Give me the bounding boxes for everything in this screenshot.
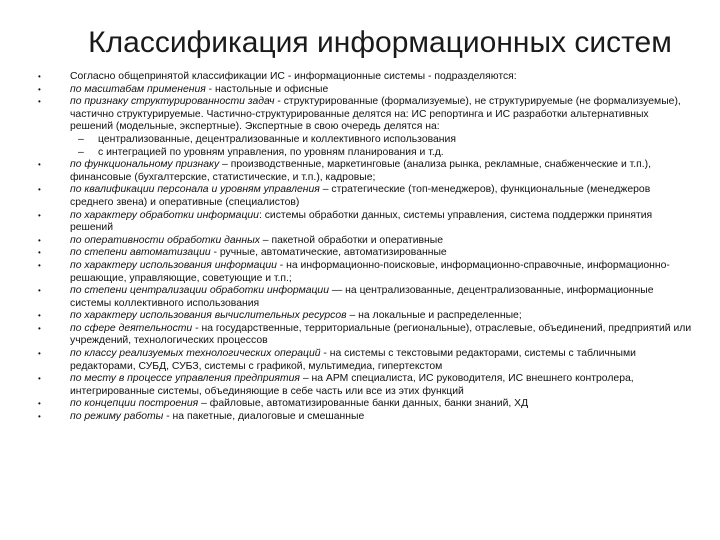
item-text: – файловые, автоматизированные банки данных, банки знаний, ХД [198, 398, 529, 410]
item-lead: по характеру использования вычислительных ресурсов [70, 310, 347, 322]
bullet-icon: • [38, 235, 41, 245]
list-item [38, 84, 694, 97]
item-text: – на локальные и распределенные; [346, 310, 522, 322]
item-text: Согласно общепринятой классификации ИС - информационные системы - подразделяются: [70, 71, 517, 82]
item-lead: по оперативности обработки данных [70, 234, 260, 246]
item-lead: по сфере деятельности [70, 322, 193, 334]
list-item [38, 373, 694, 398]
bullet-icon: • [38, 248, 41, 258]
sub-list-item [38, 147, 694, 160]
item-lead: по квалификации персонала и уровням управления [70, 184, 320, 196]
item-lead: по характеру обработки информации [70, 209, 259, 221]
list-item [38, 210, 694, 235]
item-lead: по характеру использования информации [70, 259, 277, 271]
list-item [38, 71, 694, 84]
item-text: – стратегические (топ-менеджеров), функциональные (менеджеров среднего звена) и оперативные (специалистов) [70, 184, 651, 208]
bullet-icon: • [38, 349, 41, 359]
dash-marker: – [78, 133, 84, 145]
bullet-icon: • [38, 160, 41, 170]
bullet-icon: • [38, 412, 41, 422]
bullet-icon: • [38, 97, 41, 107]
dash-marker: – [78, 146, 84, 158]
bullet-list [38, 71, 694, 424]
item-text: – пакетной обработки и оперативные [259, 234, 444, 246]
sub-item-text: централизованные, децентрализованные и коллективного использования [98, 133, 456, 145]
item-lead: по классу реализуемых технологических операций [70, 348, 321, 360]
item-text: - на системы с текстовыми редакторами, системы с табличными редакторами, СУБД, СУБЗ, системы с графикой, мультимедиа, гипертекстом [70, 348, 636, 372]
bullet-icon: • [38, 399, 41, 409]
list-item [38, 310, 694, 323]
list-item [38, 348, 694, 373]
item-lead: по функциональному признаку [70, 159, 220, 171]
item-text: – на АРМ специалиста, ИС руководителя, ИС внешнего контролера, интегрированные системы, объединяющие в себе часть или все из этих функций [70, 373, 634, 397]
list-item [38, 260, 694, 285]
item-lead: по степени автоматизации [70, 247, 211, 259]
item-text: - на информационно-поисковые, информационно-справочные, информационно-решающие, управляющие, советующие и т.п.; [70, 259, 670, 284]
item-lead: по масштабам применения [70, 83, 206, 95]
item-text: - настольные и офисные [205, 83, 329, 95]
item-text: : системы обработки данных, системы управления, система поддержки принятия решений [70, 209, 653, 234]
bullet-icon: • [38, 210, 41, 220]
item-text: - на пакетные, диалоговые и смешанные [163, 411, 365, 423]
item-text: - структурированные (формализуемые), не структурируемые (не формализуемые), частично структурируемые. Частично-структурированные делятся на: ИС репортинга и ИС разработки альтернативных решений (модельные, экспертные). Экспертные в свою очередь делятся на: [70, 96, 681, 133]
slide-title: Классификация информационных систем [88, 26, 672, 59]
bullet-icon: • [38, 374, 41, 384]
list-item [38, 96, 694, 134]
list-item [38, 323, 694, 348]
list-item [38, 247, 694, 260]
item-text: - на государственные, территориальные (региональные), отраслевые, объединений, предприятий или учреждений, технологических процессов [70, 322, 692, 347]
sub-item-text: с интеграцией по уровням управления, по уровням планирования и т.д. [98, 146, 444, 158]
item-lead: по режиму работы [70, 411, 164, 423]
item-text: – производственные, маркетинговые (анализа рынка, рекламные, снабженческие и т.п.), финансовые (бухгалтерские, статистические, и т.п.), кадровые; [70, 159, 651, 183]
bullet-icon: • [38, 286, 41, 296]
list-item [38, 398, 694, 411]
list-item [38, 184, 694, 209]
item-lead: по степени централизации обработки информации [70, 285, 329, 297]
list-item [38, 411, 694, 424]
item-lead: по месту в процессе управления предприятия [70, 373, 300, 385]
bullet-icon: • [38, 72, 41, 81]
bullet-icon: • [38, 311, 41, 321]
item-text: — на централизованные, децентрализованные, информационные системы коллективного использования [70, 285, 654, 309]
bullet-icon: • [38, 84, 41, 94]
list-item [38, 285, 694, 310]
sub-list-item [38, 134, 694, 147]
bullet-icon: • [38, 185, 41, 195]
item-text: - ручные, автоматические, автоматизированные [210, 247, 447, 259]
list-item [38, 159, 694, 184]
item-lead: по концепции построения [70, 398, 199, 410]
item-lead: по признаку структурированности задач [70, 96, 275, 108]
bullet-icon: • [38, 260, 41, 270]
bullet-icon: • [38, 323, 41, 333]
list-item [38, 235, 694, 248]
